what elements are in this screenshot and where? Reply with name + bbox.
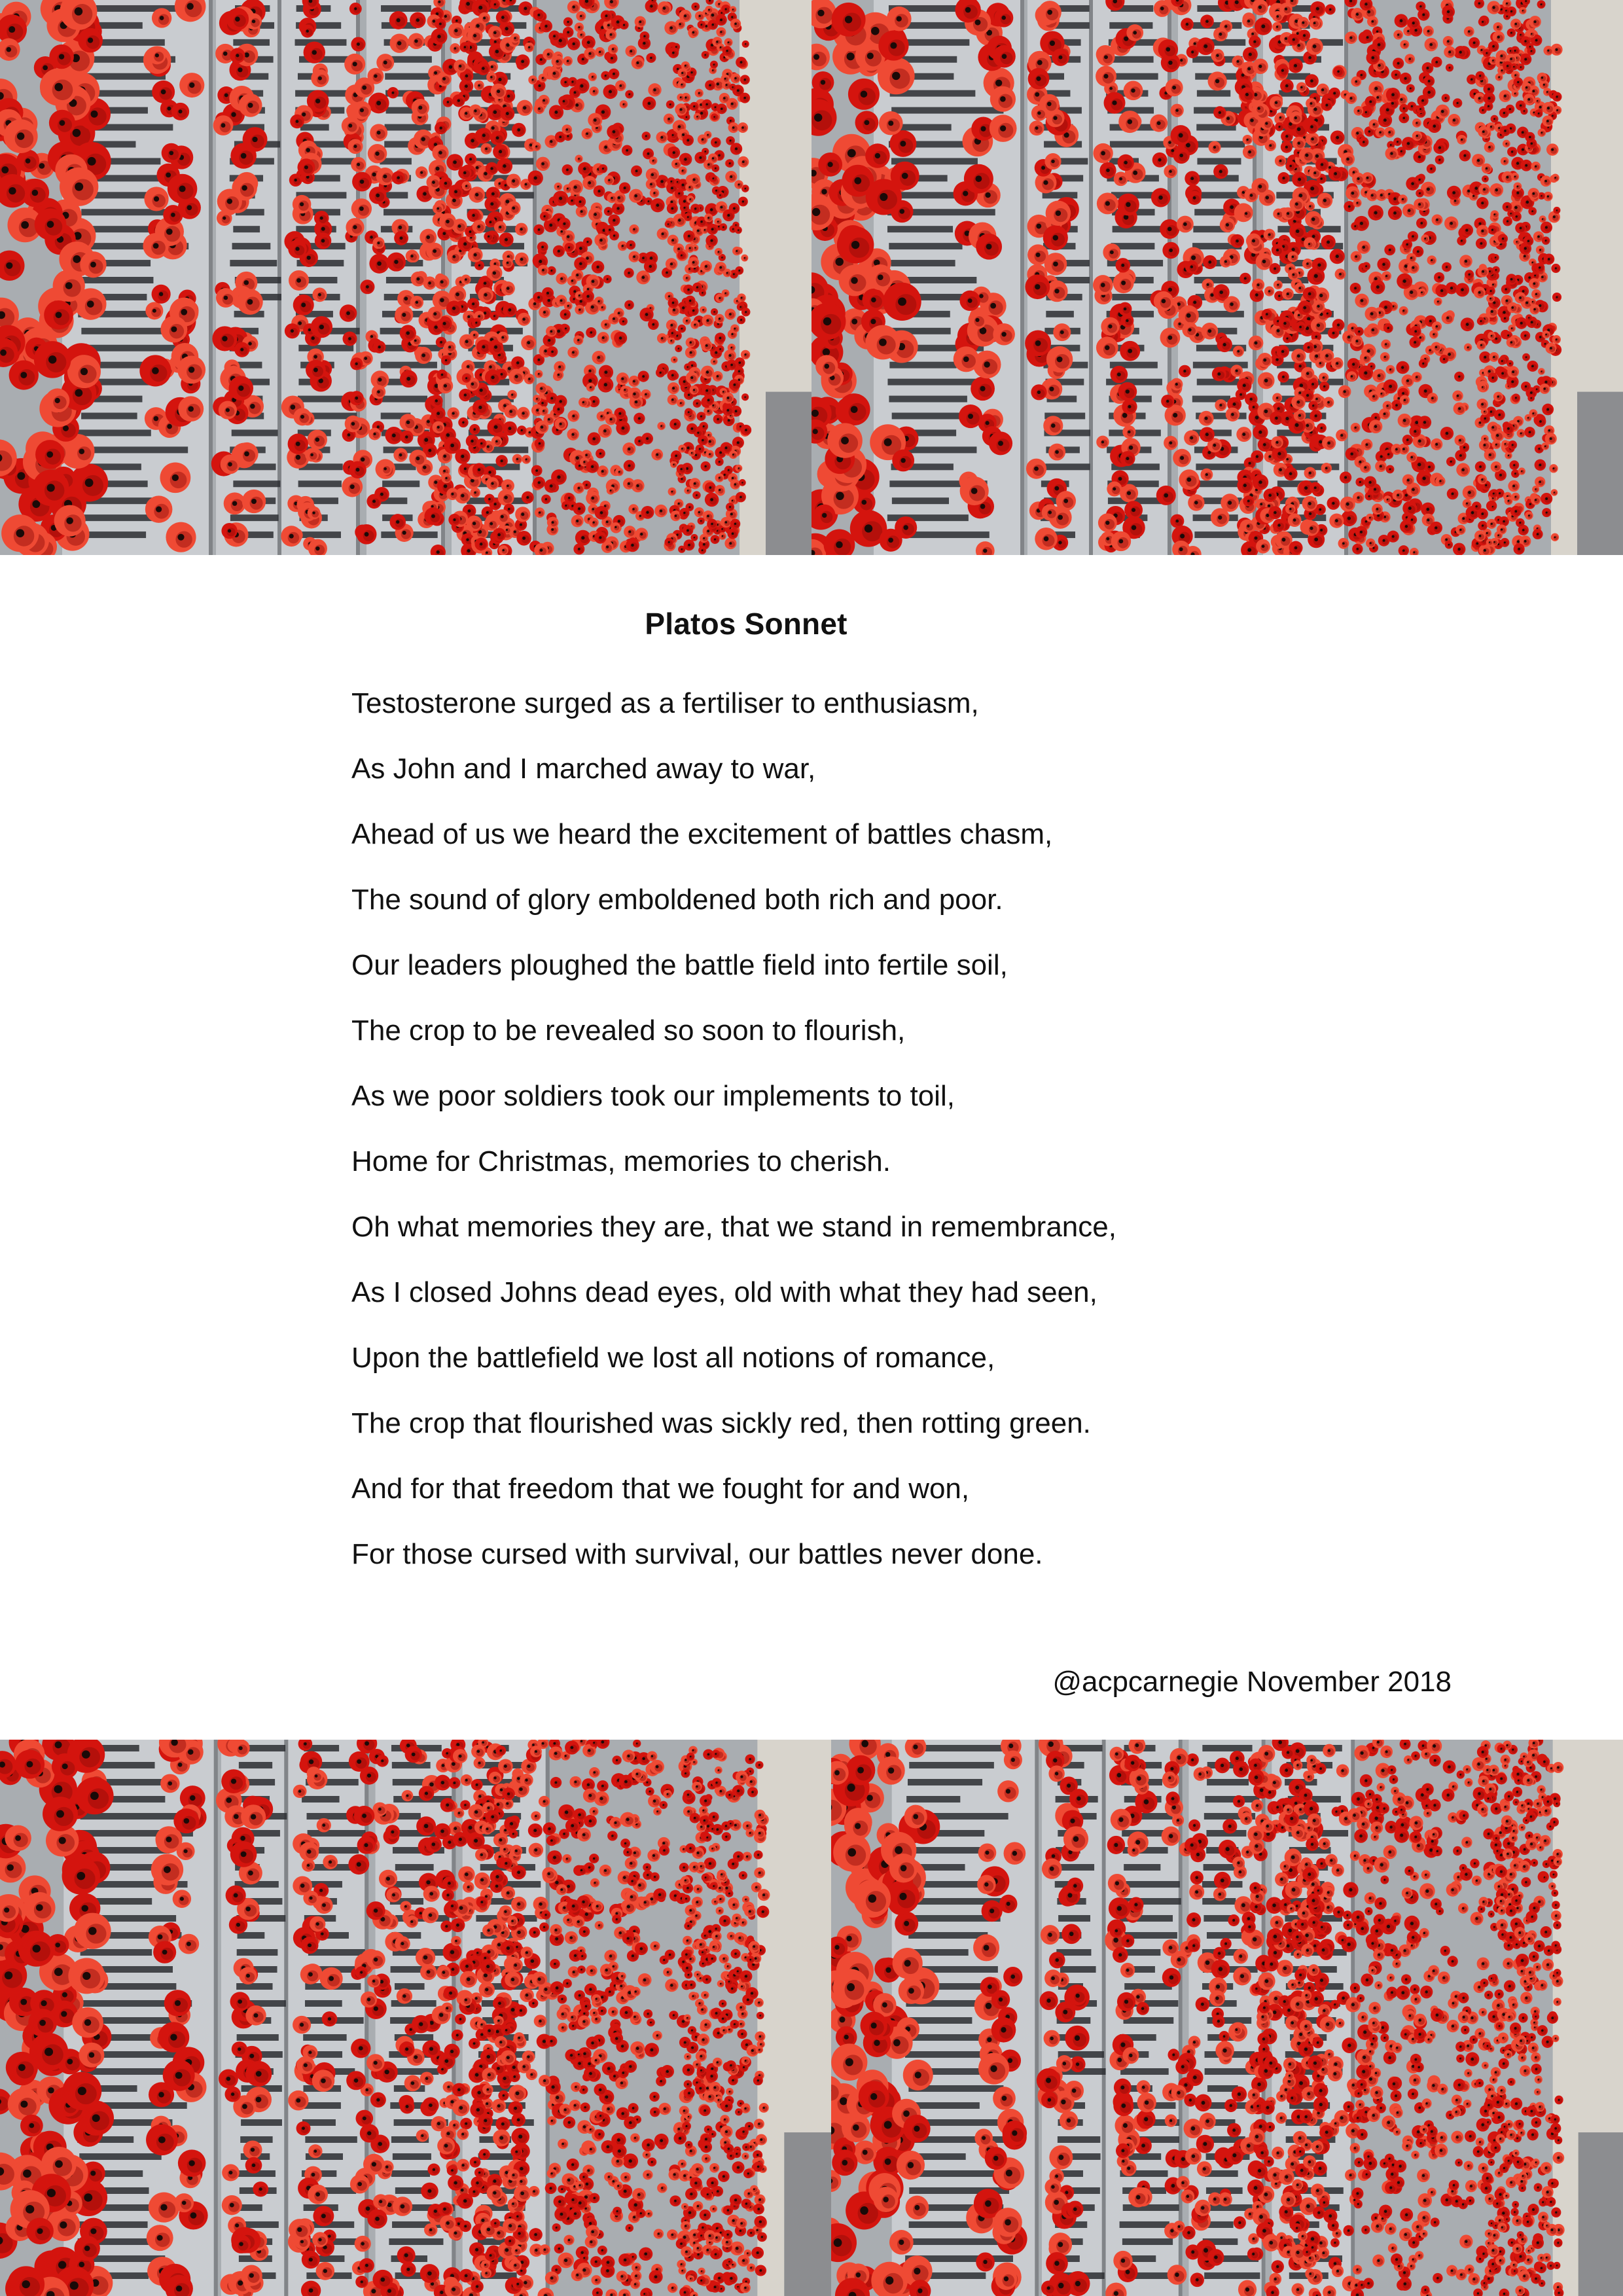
poem-line: Testosterone surged as a fertiliser to enthusiasm, [351, 687, 979, 719]
poem-line: As John and I marched away to war, [351, 753, 816, 785]
bottom-photo-band [0, 1740, 1623, 2296]
poem-line: The crop to be revealed so soon to flourish, [351, 1014, 906, 1047]
poppy-wall-photo [831, 1740, 1623, 2296]
top-photo-band [0, 0, 1623, 555]
poem-line: The crop that flourished was sickly red, then rotting green. [351, 1407, 1091, 1439]
poem-line: Home for Christmas, memories to cherish. [351, 1145, 891, 1177]
poppy-wall-photo [0, 1740, 831, 2296]
poem-line: Upon the battlefield we lost all notions of romance, [351, 1342, 995, 1374]
poem-line: As we poor soldiers took our implements to toil, [351, 1080, 955, 1112]
poem-line: Ahead of us we heard the excitement of battles chasm, [351, 818, 1053, 850]
poem-line: The sound of glory emboldened both rich and poor. [351, 884, 1003, 916]
poem-line: And for that freedom that we fought for and won, [351, 1473, 970, 1505]
poem-line: As I closed Johns dead eyes, old with what they had seen, [351, 1276, 1097, 1308]
poem-line: Oh what memories they are, that we stand in remembrance, [351, 1211, 1116, 1243]
poem-line: For those cursed with survival, our battles never done. [351, 1538, 1043, 1570]
poem-body [351, 682, 1464, 1598]
poppy-wall-photo [812, 0, 1623, 555]
poppy-wall-photo [0, 0, 812, 555]
author-signature: @acpcarnegie November 2018 [1052, 1666, 1452, 1698]
poem-title: Platos Sonnet [645, 606, 847, 641]
poem-line: Our leaders ploughed the battle field into fertile soil, [351, 949, 1008, 981]
